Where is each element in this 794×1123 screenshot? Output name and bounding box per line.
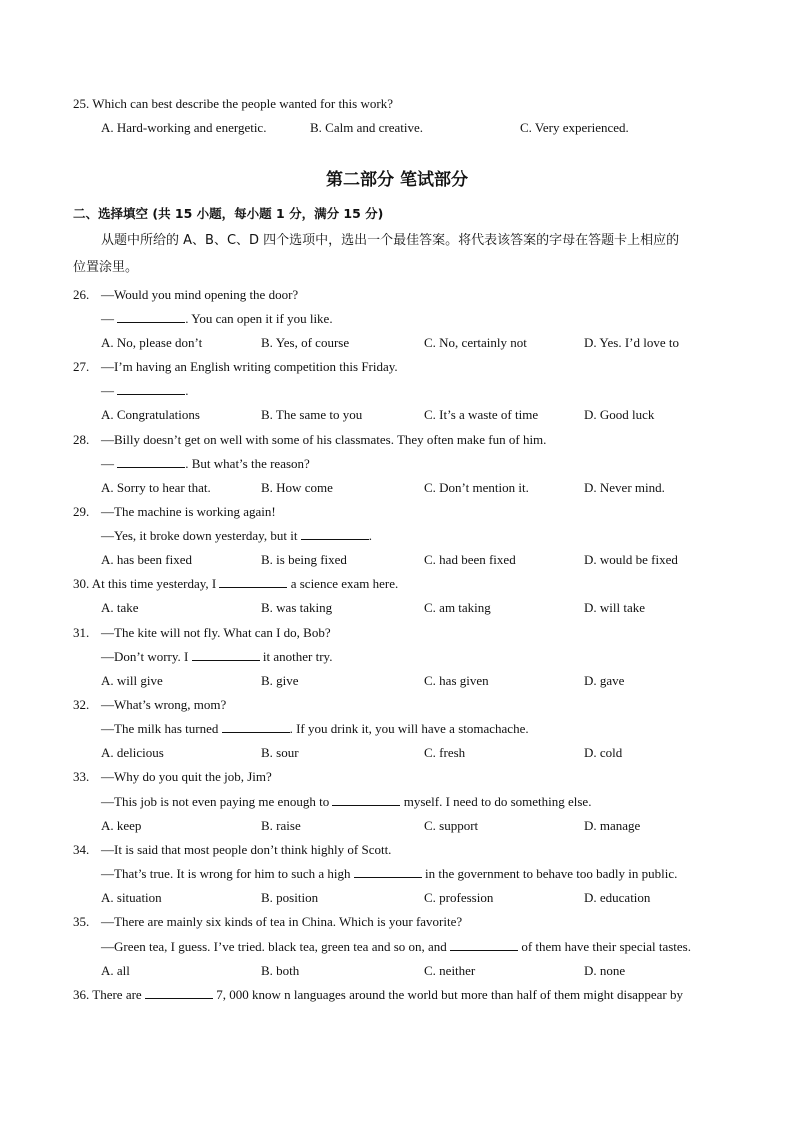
q35-line-1: —There are mainly six kinds of tea in China. Which is your favorite? <box>101 914 463 929</box>
q29-number: 29. <box>73 504 90 519</box>
q25-option-a: A. Hard-working and energetic. <box>101 120 267 135</box>
q34-number: 34. <box>73 842 90 857</box>
q35-option-c: C. neither <box>424 963 476 978</box>
q33-line-2-suffix: myself. I need to do something else. <box>400 794 592 809</box>
q36-stem-suffix: 7, 000 know n languages around the world but more than half of them might disappear by <box>212 987 684 1002</box>
q25-stem: 25. Which can best describe the people wanted for this work? <box>73 96 393 111</box>
q31-line-2-prefix: —Don’t worry. I <box>101 649 192 664</box>
q29-line-2-prefix: —Yes, it broke down yesterday, but it <box>101 528 301 543</box>
q27-option-a: A. Congratulations <box>101 407 200 422</box>
q28-number: 28. <box>73 432 90 447</box>
answer-blank <box>222 721 290 733</box>
q27-option-b: B. The same to you <box>261 407 363 422</box>
q33-line-1: —Why do you quit the job, Jim? <box>101 769 272 784</box>
answer-blank <box>354 866 422 878</box>
q28-option-c: C. Don’t mention it. <box>424 480 529 495</box>
q29-line-2 <box>101 528 372 544</box>
q30-stem-prefix: 30. At this time yesterday, I <box>73 576 220 591</box>
q26-option-c: C. No, certainly not <box>424 335 527 350</box>
q27-line-1: —I’m having an English writing competition this Friday. <box>101 359 398 374</box>
q31-option-c: C. has given <box>424 673 489 688</box>
part-title: 第二部分 笔试部分 <box>326 170 468 190</box>
q32-option-b: B. sour <box>261 745 299 760</box>
q30-stem-suffix: a science exam here. <box>287 576 399 591</box>
q27-option-d: D. Good luck <box>584 407 655 422</box>
q30-option-c: C. am taking <box>424 600 491 615</box>
q36-stem <box>73 987 683 1003</box>
q28-option-b: B. How come <box>261 480 333 495</box>
q33-option-b: B. raise <box>261 818 301 833</box>
q31-number: 31. <box>73 625 90 640</box>
q32-number: 32. <box>73 697 90 712</box>
q34-option-a: A. situation <box>101 890 162 905</box>
q35-line-2-prefix: —Green tea, I guess. I’ve tried. black tea, green tea and so on, and <box>101 939 451 954</box>
q34-option-b: B. position <box>261 890 319 905</box>
answer-blank <box>145 987 213 999</box>
answer-blank <box>301 528 369 540</box>
q25-option-b: B. Calm and creative. <box>310 120 423 135</box>
q36-stem-prefix: 36. There are <box>73 987 145 1002</box>
q27-line-2-suffix: . <box>185 383 189 398</box>
q32-line-1: —What’s wrong, mom? <box>101 697 227 712</box>
q26-option-a: A. No, please don’t <box>101 335 203 350</box>
q31-option-a: A. will give <box>101 673 163 688</box>
q28-option-d: D. Never mind. <box>584 480 665 495</box>
q31-option-b: B. give <box>261 673 299 688</box>
q33-option-d: D. manage <box>584 818 641 833</box>
q29-option-d: D. would be fixed <box>584 552 678 567</box>
q28-line-2 <box>101 456 310 472</box>
q26-option-d: D. Yes. I’d love to <box>584 335 679 350</box>
q33-option-a: A. keep <box>101 818 142 833</box>
answer-blank <box>450 939 518 951</box>
q28-line-1: —Billy doesn’t get on well with some of his classmates. They often make fun of him. <box>101 432 547 447</box>
q28-option-a: A. Sorry to hear that. <box>101 480 211 495</box>
q32-option-d: D. cold <box>584 745 623 760</box>
q26-option-b: B. Yes, of course <box>261 335 350 350</box>
q35-line-2-suffix: of them have their special tastes. <box>518 939 691 954</box>
q28-line-2-suffix: . But what’s the reason? <box>185 456 310 471</box>
q26-line-2-prefix: — <box>101 311 118 326</box>
section-heading: 二、选择填空 (共 15 小题，每小题 1 分，满分 15 分) <box>73 206 384 221</box>
q31-line-2-suffix: it another try. <box>259 649 333 664</box>
q32-option-c: C. fresh <box>424 745 466 760</box>
q33-line-2-prefix: —This job is not even paying me enough to <box>101 794 333 809</box>
q31-option-d: D. gave <box>584 673 625 688</box>
q30-stem <box>73 576 398 592</box>
q30-option-b: B. was taking <box>261 600 333 615</box>
q32-line-2-suffix: . If you drink it, you will have a stomachache. <box>289 721 529 736</box>
q29-line-2-suffix: . <box>368 528 372 543</box>
q26-line-1: —Would you mind opening the door? <box>101 287 299 302</box>
answer-blank <box>219 576 287 588</box>
answer-blank <box>117 456 185 468</box>
q32-line-2 <box>101 721 529 737</box>
q27-number: 27. <box>73 359 90 374</box>
q33-number: 33. <box>73 769 90 784</box>
q35-option-b: B. both <box>261 963 300 978</box>
q34-option-d: D. education <box>584 890 651 905</box>
q34-line-2 <box>101 866 677 882</box>
q29-option-b: B. is being fixed <box>261 552 347 567</box>
answer-blank <box>117 383 185 395</box>
answer-blank <box>117 311 185 323</box>
q35-option-d: D. none <box>584 963 626 978</box>
q33-option-c: C. support <box>424 818 479 833</box>
instructions-line-1: 从题中所给的 A、B、C、D 四个选项中，选出一个最佳答案。将代表该答案的字母在答题卡上相应的 <box>101 233 680 248</box>
q32-line-2-prefix: —The milk has turned <box>101 721 222 736</box>
q29-option-c: C. had been fixed <box>424 552 516 567</box>
q29-line-1: —The machine is working again! <box>101 504 276 519</box>
q35-line-2 <box>101 939 691 955</box>
q31-line-2 <box>101 649 332 665</box>
q34-line-2-prefix: —That’s true. It is wrong for him to such a high <box>101 866 354 881</box>
instructions-line-2: 位置涂里。 <box>73 260 139 275</box>
q34-option-c: C. profession <box>424 890 494 905</box>
q27-line-2-prefix: — <box>101 383 118 398</box>
q35-number: 35. <box>73 914 90 929</box>
q32-option-a: A. delicious <box>101 745 164 760</box>
q26-line-2-suffix: . You can open it if you like. <box>185 311 333 326</box>
q26-number: 26. <box>73 287 90 302</box>
q28-line-2-prefix: — <box>101 456 118 471</box>
q29-option-a: A. has been fixed <box>101 552 192 567</box>
q33-line-2 <box>101 794 591 810</box>
q27-line-2 <box>101 383 189 399</box>
q30-option-d: D. will take <box>584 600 646 615</box>
q34-line-2-suffix: in the government to behave too badly in public. <box>421 866 678 881</box>
q27-option-c: C. It’s a waste of time <box>424 407 539 422</box>
answer-blank <box>192 649 260 661</box>
answer-blank <box>332 794 400 806</box>
q31-line-1: —The kite will not fly. What can I do, Bob? <box>101 625 331 640</box>
q35-option-a: A. all <box>101 963 130 978</box>
q30-option-a: A. take <box>101 600 139 615</box>
q26-line-2 <box>101 311 333 327</box>
q25-option-c: C. Very experienced. <box>520 120 629 135</box>
q34-line-1: —It is said that most people don’t think highly of Scott. <box>101 842 392 857</box>
